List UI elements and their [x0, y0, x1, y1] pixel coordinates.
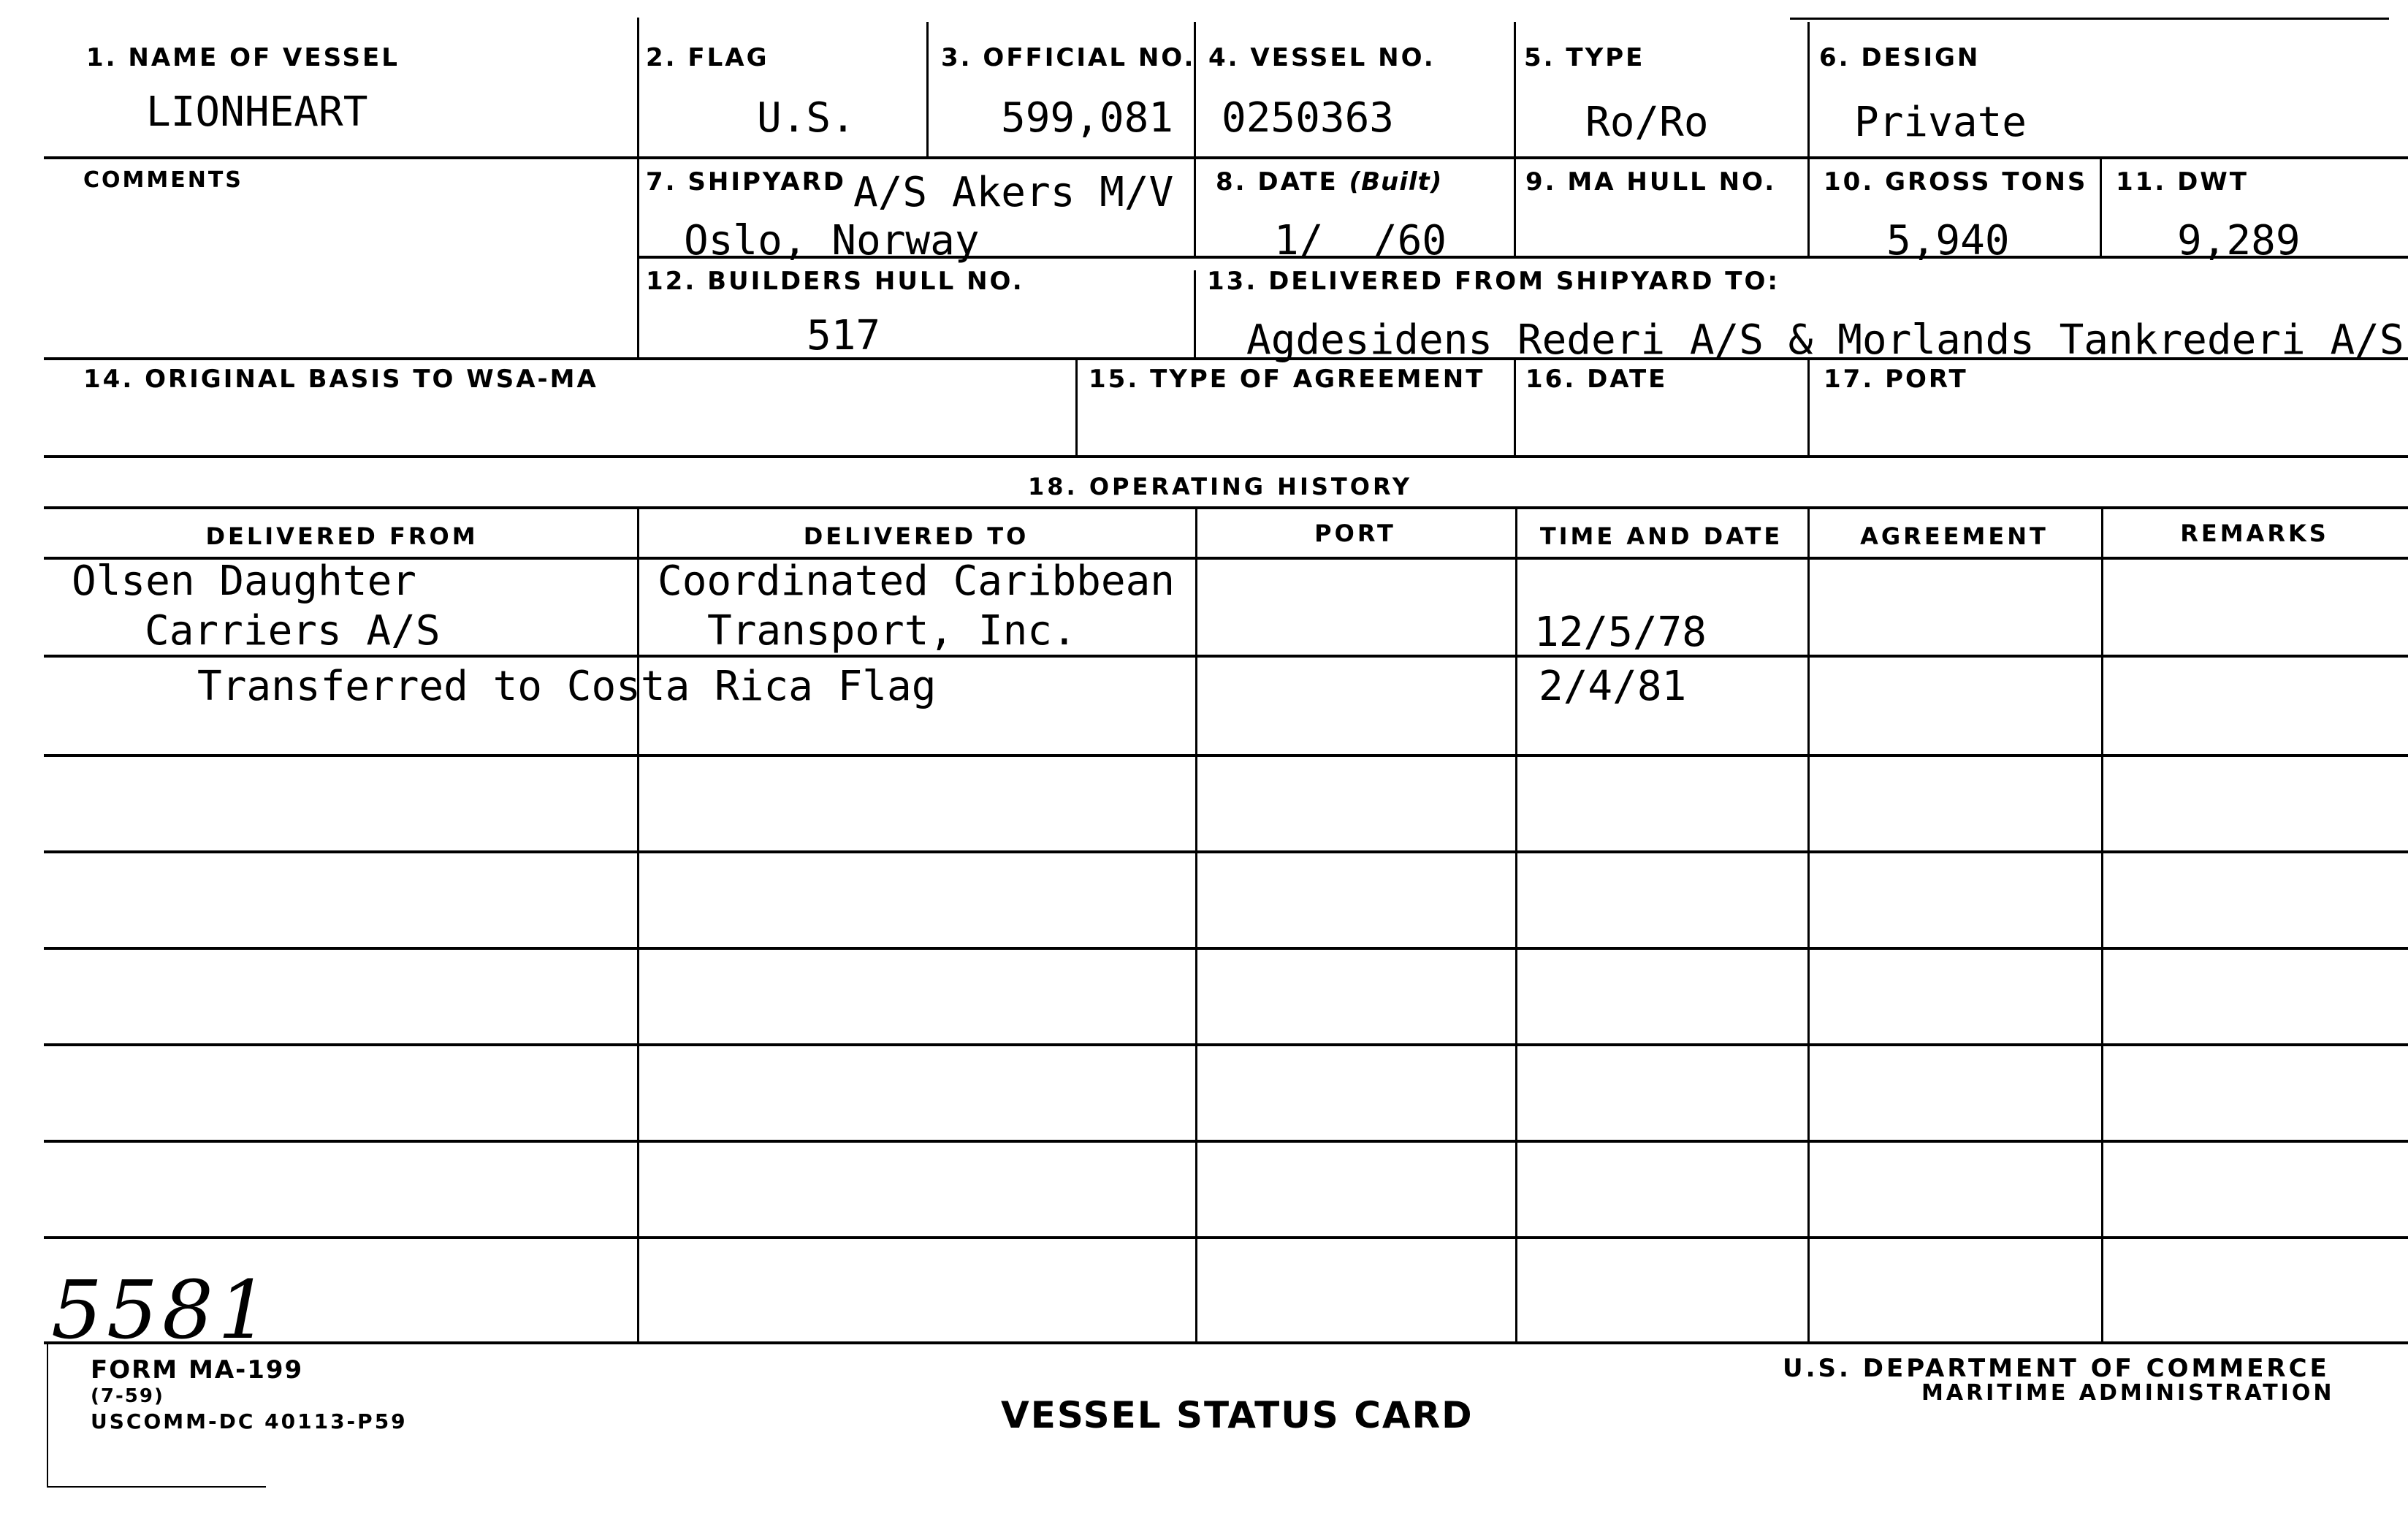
official-no-value: 599,081 — [1001, 94, 1174, 142]
col-remarks: REMARKS — [2180, 519, 2329, 547]
shipyard-label: 7. SHIPYARD — [646, 167, 847, 197]
rule-basis-row-bottom — [44, 455, 2408, 458]
date-built-label: 8. DATE (Built) — [1216, 167, 1443, 197]
flag-value: U.S. — [757, 94, 856, 142]
date-built-value: 1/ /60 — [1274, 217, 1447, 264]
rule-col — [1514, 357, 1516, 455]
rule-header-bottom — [44, 156, 2408, 159]
department-name: U.S. DEPARTMENT OF COMMERCE — [1783, 1354, 2330, 1383]
rule-col — [2101, 506, 2103, 1341]
builders-hull-no-value: 517 — [807, 312, 881, 359]
vessel-name-value: LIONHEART — [146, 88, 368, 136]
rule-col — [1514, 22, 1516, 256]
rule-history-row — [44, 947, 2408, 950]
history-row1-from-line1: Olsen Daughter — [72, 557, 417, 605]
type-of-agreement-label: 15. TYPE OF AGREEMENT — [1089, 365, 1485, 394]
rule-history-bottom — [44, 1341, 2408, 1344]
card-edge — [47, 1486, 266, 1488]
rule-col — [1194, 270, 1196, 358]
history-row1-to-line1: Coordinated Caribbean — [658, 557, 1176, 605]
comments-label: COMMENTS — [83, 167, 243, 193]
rule-history-row — [44, 754, 2408, 757]
gross-tons-value: 5,940 — [1886, 217, 2010, 264]
operating-history-title: 18. OPERATING HISTORY — [1027, 473, 1412, 500]
handwritten-number: 5581 — [51, 1263, 273, 1357]
type-label: 5. TYPE — [1524, 43, 1645, 72]
shipyard-value-line1: A/S Akers M/V — [853, 169, 1174, 216]
shipyard-value-line2: Oslo, Norway — [684, 217, 980, 264]
rule-col — [637, 18, 639, 358]
rule-col — [1195, 506, 1197, 1341]
dwt-label: 11. DWT — [2116, 167, 2249, 197]
col-delivered-from: DELIVERED FROM — [205, 522, 479, 550]
form-number: FORM MA-199 — [91, 1355, 304, 1385]
history-row1-date: 12/5/78 — [1534, 609, 1707, 656]
administration-name: MARITIME ADMINISTRATION — [1921, 1380, 2335, 1406]
flag-label: 2. FLAG — [646, 43, 769, 72]
vessel-no-label: 4. VESSEL NO. — [1208, 43, 1436, 72]
rule-history-title-bottom — [44, 506, 2408, 509]
type-value: Ro/Ro — [1585, 99, 1709, 146]
rule-top — [1790, 18, 2389, 20]
form-print-code: USCOMM-DC 40113-P59 — [91, 1409, 408, 1433]
builders-hull-no-label: 12. BUILDERS HULL NO. — [646, 267, 1024, 296]
delivered-from-shipyard-value: Agdesidens Rederi A/S & Morlands Tankrederi A/S — [1246, 316, 2404, 364]
rule-col — [1807, 357, 1810, 455]
vessel-no-value: 0250363 — [1222, 94, 1395, 142]
rule-history-row — [44, 850, 2408, 853]
delivered-from-shipyard-label: 13. DELIVERED FROM SHIPYARD TO: — [1207, 267, 1780, 296]
port-label: 17. PORT — [1824, 365, 1968, 394]
design-label: 6. DESIGN — [1819, 43, 1981, 72]
col-port: PORT — [1314, 519, 1396, 547]
rule-col — [637, 506, 639, 1341]
rule-col — [1075, 357, 1078, 455]
agreement-date-label: 16. DATE — [1525, 365, 1668, 394]
rule-col — [1807, 22, 1810, 256]
card-edge — [47, 1341, 48, 1488]
history-row1-from-line2: Carriers A/S — [145, 607, 441, 655]
col-time-and-date: TIME AND DATE — [1539, 522, 1783, 550]
original-basis-label: 14. ORIGINAL BASIS TO WSA-MA — [83, 365, 598, 394]
col-delivered-to: DELIVERED TO — [803, 522, 1029, 550]
rule-col — [1515, 506, 1517, 1341]
design-value: Private — [1854, 99, 2027, 146]
history-row2-date: 2/4/81 — [1539, 663, 1687, 710]
rule-col — [1807, 506, 1810, 1341]
dwt-value: 9,289 — [2177, 217, 2301, 264]
history-row1-to-line2: Transport, Inc. — [707, 607, 1077, 655]
rule-history-row — [44, 655, 2408, 658]
history-row2-note: Transferred to Costa Rica Flag — [197, 663, 937, 710]
form-revision: (7-59) — [91, 1385, 164, 1407]
official-no-label: 3. OFFICIAL NO. — [941, 43, 1196, 72]
col-agreement: AGREEMENT — [1860, 522, 2049, 550]
rule-history-row — [44, 1043, 2408, 1046]
rule-col — [926, 22, 929, 156]
rule-history-row — [44, 1140, 2408, 1143]
rule-col — [2100, 156, 2102, 256]
vessel-name-label: 1. NAME OF VESSEL — [86, 43, 400, 72]
card-title: VESSEL STATUS CARD — [1001, 1394, 1474, 1436]
rule-history-row — [44, 1236, 2408, 1239]
ma-hull-no-label: 9. MA HULL NO. — [1525, 167, 1777, 197]
gross-tons-label: 10. GROSS TONS — [1824, 167, 2088, 197]
